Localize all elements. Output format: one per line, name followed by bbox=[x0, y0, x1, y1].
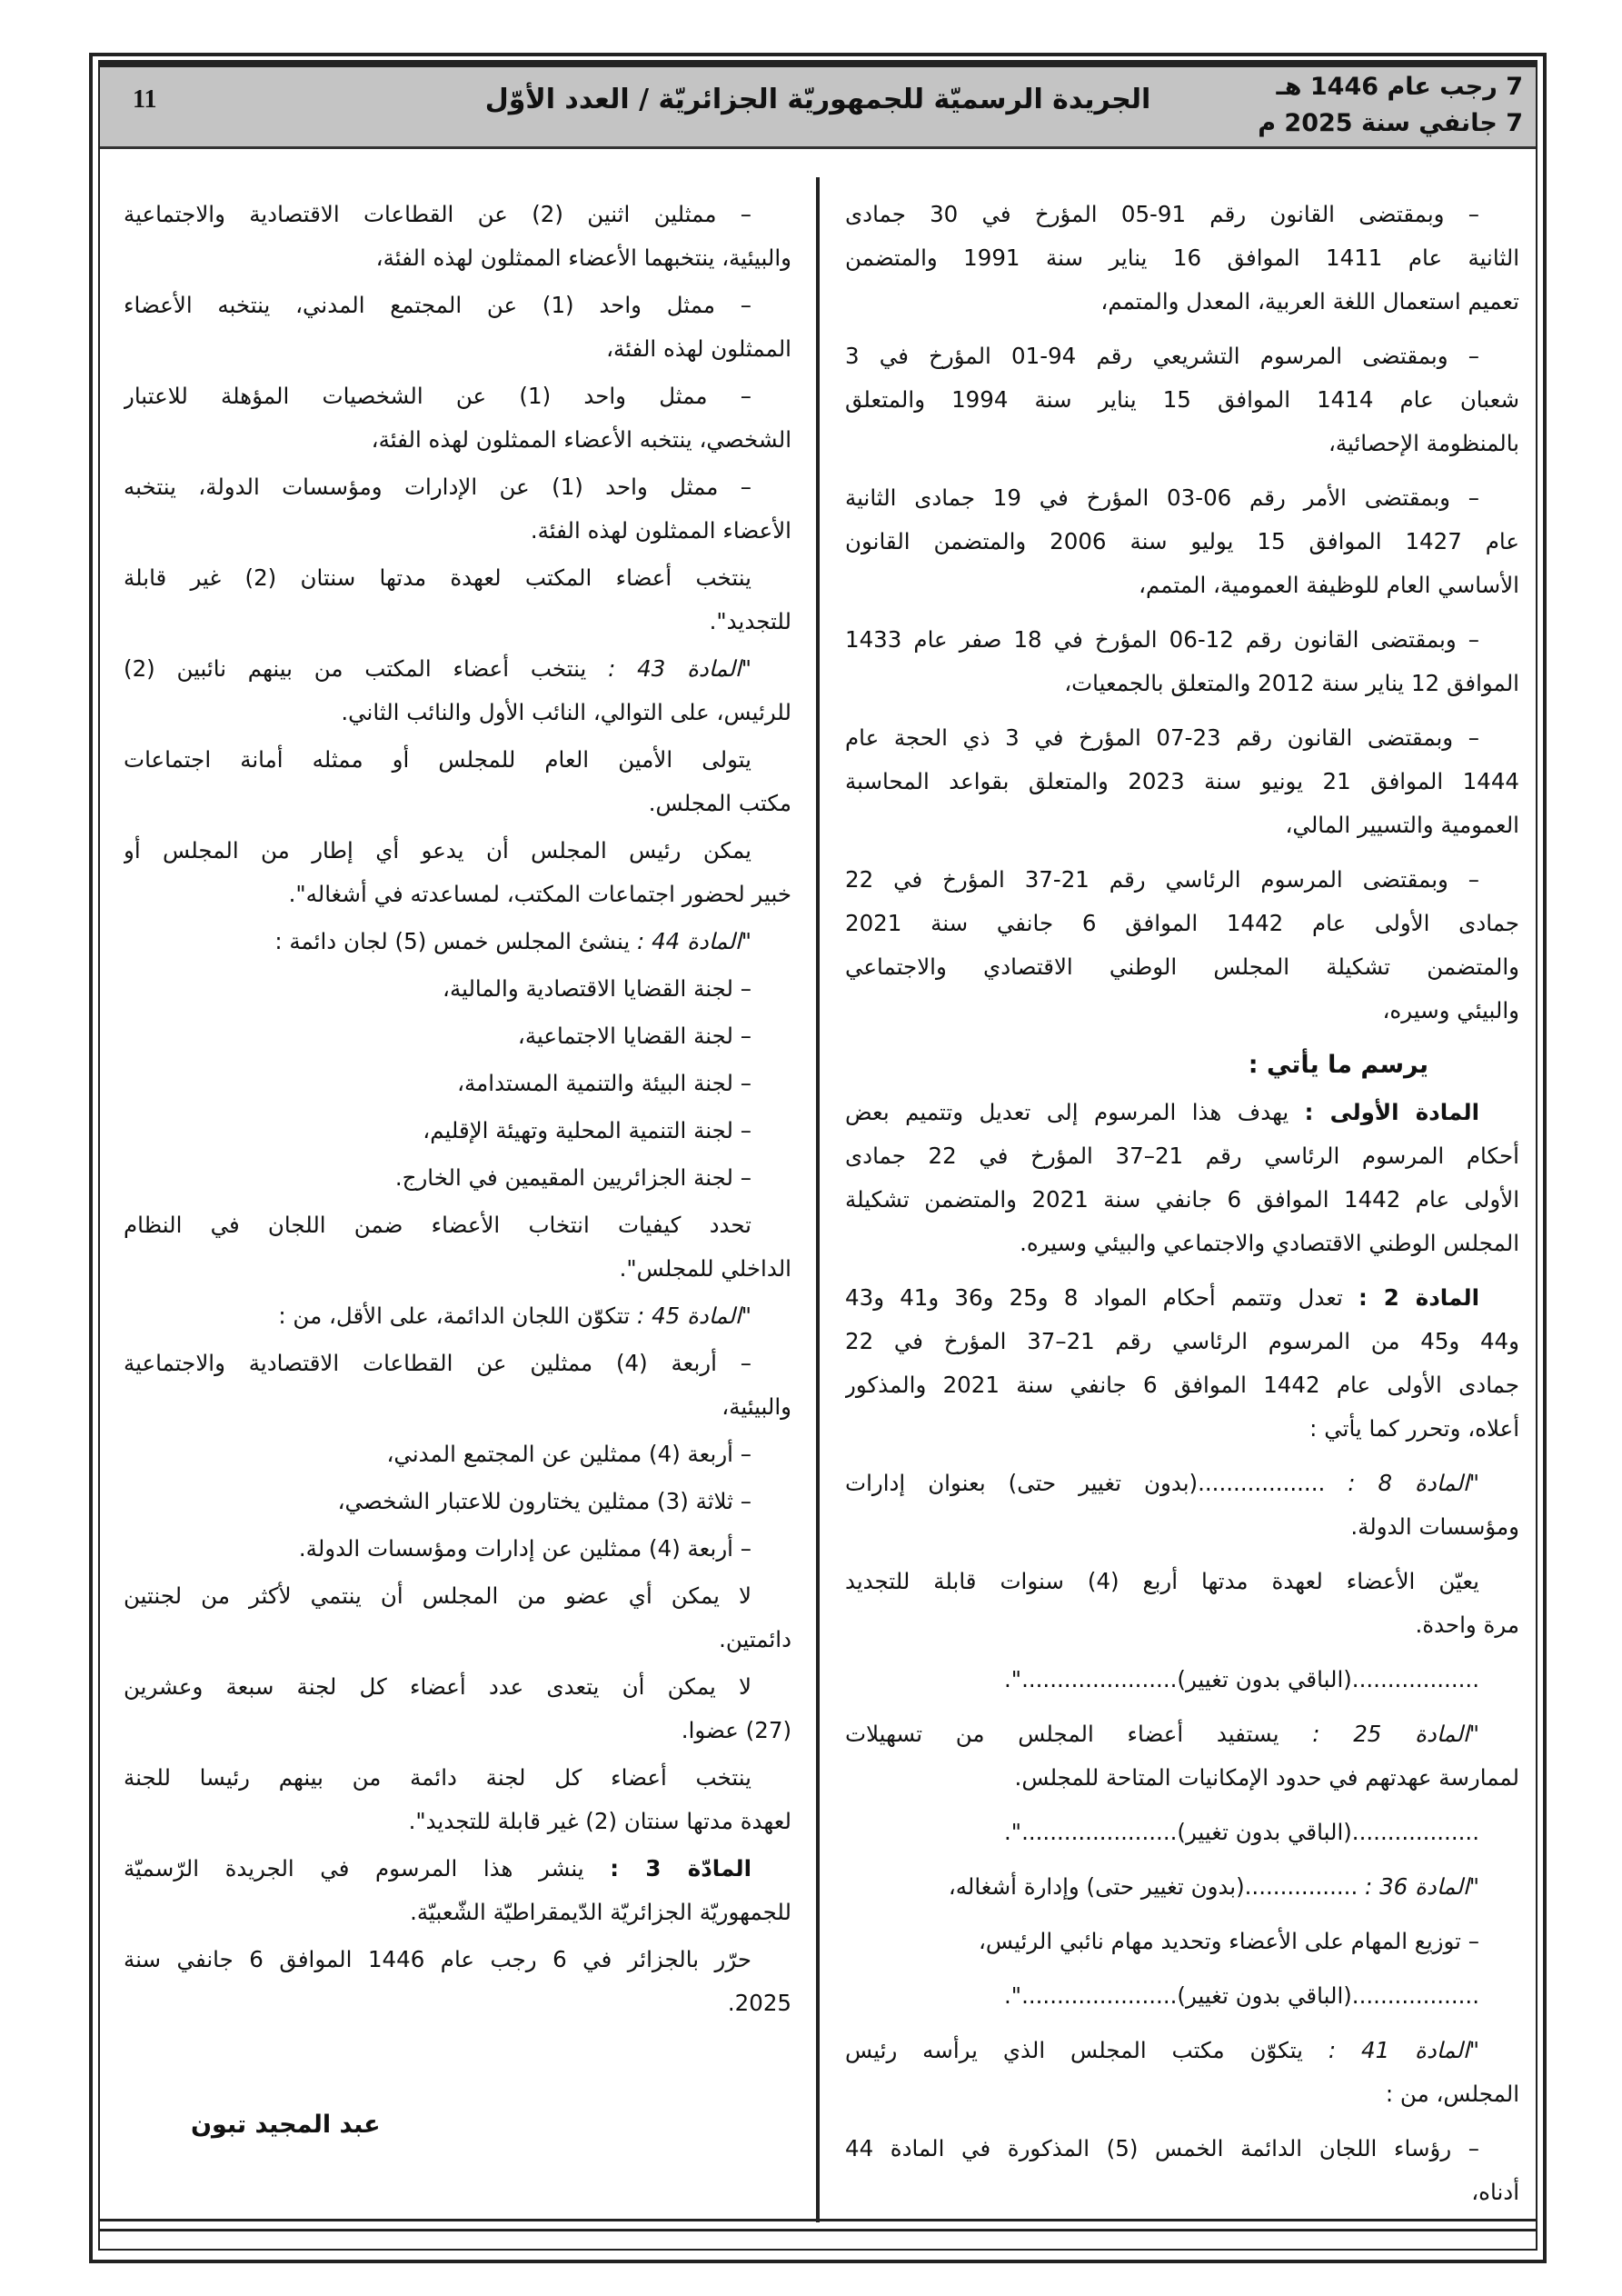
line-text: (27) عضوا. bbox=[681, 1717, 791, 1743]
paragraph bbox=[845, 858, 1519, 1033]
text-line bbox=[124, 374, 791, 418]
text-line bbox=[845, 2171, 1519, 2214]
line-text: العمومية والتسيير المالي، bbox=[1285, 812, 1519, 838]
article-label: "المادة 41 : bbox=[1328, 2037, 1479, 2063]
article-paragraph bbox=[124, 1294, 791, 1338]
text-line bbox=[845, 945, 1519, 989]
text-line bbox=[124, 509, 791, 553]
line-text: للرئيس، على التوالي، النائب الأول والنائب الثاني. bbox=[341, 699, 791, 725]
line-text: الداخلي للمجلس". bbox=[619, 1255, 791, 1282]
line-text: والبيئي وسيره، bbox=[1382, 997, 1519, 1023]
line-text: تعدل وتتمم أحكام المواد 8 و25 و36 و41 و43 bbox=[845, 1284, 1343, 1311]
text-line bbox=[845, 1276, 1519, 1320]
paragraph bbox=[845, 1658, 1519, 1702]
text-line bbox=[124, 556, 791, 600]
line-text: ..................(الباقي بدون تغيير)......................". bbox=[1004, 1666, 1479, 1692]
paragraph bbox=[845, 1974, 1519, 2018]
paragraph bbox=[124, 1433, 791, 1476]
paragraph bbox=[845, 1920, 1519, 1963]
line-text: ومؤسسات الدولة. bbox=[1350, 1513, 1519, 1540]
line-text: – وبمقتضى القانون رقم 91-05 المؤرخ في 30 جمادى bbox=[845, 201, 1479, 227]
line-text: تحدد كيفيات انتخاب الأعضاء ضمن اللجان في النظام bbox=[124, 1212, 751, 1238]
line-text: – لجنة الجزائريين المقيمين في الخارج. bbox=[394, 1164, 751, 1191]
text-line bbox=[124, 236, 791, 280]
line-text: ينتخب أعضاء المكتب لعهدة مدتها سنتان (2) غير قابلة bbox=[124, 564, 751, 591]
paragraph bbox=[845, 1560, 1519, 1647]
text-line bbox=[845, 1134, 1519, 1178]
line-text: – وبمقتضى المرسوم الرئاسي رقم 21-37 المؤرخ في 22 bbox=[845, 866, 1479, 893]
line-text: جمادى الأولى عام 1442 الموافق 6 جانفي سنة 2021 والمذكور bbox=[845, 1372, 1519, 1398]
line-text: والبيئية، ينتخبهما الأعضاء الممثلون لهذه الفئة، bbox=[375, 245, 791, 271]
text-line bbox=[845, 716, 1519, 760]
text-line bbox=[124, 1800, 791, 1843]
text-line bbox=[845, 1974, 1519, 2018]
text-line bbox=[124, 1982, 791, 2025]
paragraph bbox=[124, 1014, 791, 1058]
text-line bbox=[845, 1756, 1519, 1800]
text-line bbox=[124, 1014, 791, 1058]
line-text: – لجنة القضايا الاجتماعية، bbox=[517, 1023, 751, 1049]
text-line bbox=[124, 1847, 791, 1891]
text-line bbox=[124, 1618, 791, 1662]
paragraph bbox=[124, 284, 791, 371]
text-line bbox=[845, 989, 1519, 1033]
text-line bbox=[124, 647, 791, 691]
line-text: – أربعة (4) ممثلين عن القطاعات الاقتصادية والاجتماعية bbox=[124, 1350, 751, 1376]
column-divider bbox=[816, 177, 820, 2222]
section-heading: يرسم ما يأتي : bbox=[1248, 1051, 1428, 1079]
line-text: ................(بدون تغيير حتى) وإدارة أشغاله، bbox=[948, 1873, 1358, 1900]
article-label: المادة الأولى : bbox=[1304, 1099, 1479, 1125]
line-text: – لجنة البيئة والتنمية المستدامة، bbox=[457, 1070, 751, 1096]
line-text: – أربعة (4) ممثلين عن المجتمع المدني، bbox=[386, 1441, 751, 1467]
line-text: أعلاه، وتحرر كما يأتي : bbox=[1309, 1415, 1519, 1442]
line-text: مكتب المجلس. bbox=[648, 790, 791, 816]
line-text: الأعضاء الممثلون لهذه الفئة. bbox=[530, 517, 791, 544]
text-line bbox=[124, 1709, 791, 1752]
line-text: يستفيد أعضاء المجلس من تسهيلات bbox=[845, 1721, 1279, 1747]
text-line bbox=[845, 236, 1519, 280]
text-line bbox=[124, 1756, 791, 1800]
article-paragraph bbox=[124, 647, 791, 734]
paragraph bbox=[845, 1811, 1519, 1854]
paragraph bbox=[124, 1756, 791, 1843]
paragraph bbox=[124, 1938, 791, 2025]
text-line bbox=[124, 193, 791, 236]
text-line bbox=[845, 858, 1519, 902]
line-text: لا يمكن أن يتعدى عدد أعضاء كل لجنة سبعة وعشرين bbox=[124, 1673, 751, 1700]
paragraph bbox=[124, 1203, 791, 1291]
line-text: ينشئ المجلس خمس (5) لجان دائمة : bbox=[274, 928, 631, 954]
line-text: دائمتين. bbox=[719, 1626, 791, 1652]
text-line bbox=[124, 1342, 791, 1385]
text-line bbox=[124, 1294, 791, 1338]
line-text: – وبمقتضى القانون رقم 12-06 المؤرخ في 18 صفر عام 1433 bbox=[845, 626, 1479, 653]
paragraph bbox=[845, 193, 1519, 324]
text-line bbox=[124, 782, 791, 825]
text-line bbox=[845, 564, 1519, 607]
text-line bbox=[124, 284, 791, 327]
bottom-rule bbox=[98, 2229, 1537, 2231]
line-text: – ممثل واحد (1) عن الشخصيات المؤهلة للاعتبار bbox=[124, 383, 751, 409]
line-text: يتولى الأمين العام للمجلس أو ممثله أمانة اجتماعات bbox=[124, 746, 751, 773]
text-line bbox=[124, 327, 791, 371]
text-line bbox=[845, 1658, 1519, 1702]
text-line bbox=[845, 2029, 1519, 2072]
text-line bbox=[845, 1712, 1519, 1756]
text-line bbox=[124, 1156, 791, 1200]
article-paragraph bbox=[845, 1865, 1519, 1909]
line-text: – لجنة التنمية المحلية وتهيئة الإقليم، bbox=[423, 1117, 751, 1143]
text-line bbox=[124, 1109, 791, 1153]
paragraph bbox=[124, 1527, 791, 1571]
paragraph bbox=[124, 829, 791, 916]
paragraph bbox=[845, 716, 1519, 847]
article-label: "المادة 44 : bbox=[637, 928, 751, 954]
line-text: ينشر هذا المرسوم في الجريدة الرّسميّة bbox=[124, 1855, 584, 1882]
line-text: للتجديد". bbox=[709, 608, 791, 634]
line-text: جمادى الأولى عام 1442 الموافق 6 جانفي سنة 2021 bbox=[845, 910, 1519, 936]
line-text: لا يمكن أي عضو من المجلس أن ينتمي لأكثر من لجنتين bbox=[124, 1582, 751, 1609]
line-text: ..................(الباقي بدون تغيير)......................". bbox=[1004, 1982, 1479, 2009]
text-line bbox=[124, 920, 791, 963]
text-line bbox=[845, 804, 1519, 847]
line-text: الثانية عام 1411 الموافق 16 يناير سنة 1991 والمتضمن bbox=[845, 245, 1519, 271]
article-label: "المادة 36 : bbox=[1365, 1873, 1479, 1900]
line-text: – وبمقتضى المرسوم التشريعي رقم 94-01 المؤرخ في 3 bbox=[845, 343, 1479, 369]
text-line bbox=[845, 760, 1519, 804]
line-text: تعميم استعمال اللغة العربية، المعدل والمتمم، bbox=[1100, 288, 1519, 314]
text-line bbox=[845, 378, 1519, 422]
page-header bbox=[100, 62, 1536, 149]
line-text: ..................(بدون تغيير حتى) بعنوان إدارات bbox=[845, 1470, 1326, 1496]
gazette-title: الجريدة الرسميّة للجمهوريّة الجزائريّة / العدد الأوّل bbox=[484, 84, 1151, 115]
line-text: والمتضمن تشكيلة المجلس الوطني الاقتصادي والاجتماعي bbox=[845, 953, 1519, 980]
article-label: "المادة 25 : bbox=[1312, 1721, 1479, 1747]
text-line bbox=[124, 1574, 791, 1618]
text-line bbox=[845, 1363, 1519, 1407]
line-text: لممارسة عهدتهم في حدود الإمكانيات المتاحة للمجلس. bbox=[1014, 1764, 1519, 1791]
text-line bbox=[845, 2072, 1519, 2116]
signature: عبد المجيد تبون bbox=[191, 2111, 381, 2139]
line-text: والبيئية، bbox=[721, 1393, 791, 1420]
paragraph bbox=[845, 476, 1519, 607]
article-label: المادّة 3 : bbox=[610, 1855, 752, 1882]
text-line bbox=[124, 1062, 791, 1105]
line-text: – رؤساء اللجان الدائمة الخمس (5) المذكورة في المادة 44 bbox=[845, 2135, 1479, 2161]
line-text: – وبمقتضى الأمر رقم 06-03 المؤرخ في 19 جمادى الثانية bbox=[845, 484, 1479, 511]
line-text: – لجنة القضايا الاقتصادية والمالية، bbox=[443, 975, 751, 1002]
line-text: المجلس الوطني الاقتصادي والاجتماعي والبيئي وسيره. bbox=[1020, 1230, 1519, 1256]
line-text: يعيّن الأعضاء لعهدة مدتها أربع (4) سنوات قابلة للتجديد bbox=[845, 1568, 1479, 1594]
line-text: – ثلاثة (3) ممثلين يختارون للاعتبار الشخصي، bbox=[337, 1488, 751, 1514]
paragraph bbox=[124, 1156, 791, 1200]
line-text: – ممثل واحد (1) عن الإدارات ومؤسسات الدولة، ينتخبه bbox=[124, 474, 751, 500]
text-line bbox=[845, 520, 1519, 564]
line-text: بالمنظومة الإحصائية، bbox=[1328, 430, 1519, 456]
line-text: – توزيع المهام على الأعضاء وتحديد مهام نائبي الرئيس، bbox=[979, 1928, 1479, 1954]
text-line bbox=[124, 829, 791, 873]
text-line bbox=[845, 1320, 1519, 1363]
text-line bbox=[124, 1247, 791, 1291]
line-text: ينتخب أعضاء المكتب من بينهم نائبين (2) bbox=[124, 655, 587, 682]
paragraph bbox=[124, 1574, 791, 1662]
line-text: يهدف هذا المرسوم إلى تعديل وتتميم بعض bbox=[845, 1099, 1289, 1125]
text-line bbox=[845, 1560, 1519, 1603]
issue-date-hijri: 7 رجب عام 1446 هـ bbox=[1276, 73, 1523, 101]
text-line bbox=[845, 422, 1519, 465]
line-text: – ممثلين اثنين (2) عن القطاعات الاقتصادية والاجتماعية bbox=[124, 201, 751, 227]
text-line bbox=[845, 1603, 1519, 1647]
line-text: الأولى عام 1442 الموافق 6 جانفي سنة 2021 والمتضمن تشكيلة bbox=[845, 1186, 1519, 1213]
text-line bbox=[124, 465, 791, 509]
line-text: مرة واحدة. bbox=[1415, 1612, 1519, 1638]
paragraph bbox=[124, 556, 791, 644]
paragraph bbox=[124, 465, 791, 553]
article-paragraph bbox=[124, 1847, 791, 1934]
text-line bbox=[124, 691, 791, 734]
right-column bbox=[845, 193, 1519, 2225]
paragraph bbox=[124, 1062, 791, 1105]
text-line bbox=[845, 1091, 1519, 1134]
paragraph bbox=[124, 967, 791, 1011]
line-text: أحكام المرسوم الرئاسي رقم 21–37 المؤرخ في 22 جمادى bbox=[845, 1143, 1519, 1169]
line-text: الشخصي، ينتخبه الأعضاء الممثلون لهذه الفئة، bbox=[371, 426, 791, 453]
paragraph bbox=[124, 374, 791, 462]
text-line bbox=[124, 600, 791, 644]
text-line bbox=[124, 1938, 791, 1982]
article-paragraph bbox=[845, 2029, 1519, 2116]
line-text: خبير لحضور اجتماعات المكتب، لمساعدته في أشغاله". bbox=[288, 881, 791, 907]
line-text: لعهدة مدتها سنتان (2) غير قابلة للتجديد". bbox=[408, 1808, 791, 1834]
article-paragraph bbox=[845, 1276, 1519, 1451]
line-text: و44 و45 من المرسوم الرئاسي رقم 21–37 المؤرخ في 22 bbox=[845, 1328, 1519, 1354]
article-paragraph bbox=[124, 920, 791, 963]
text-line bbox=[845, 193, 1519, 236]
issue-date bbox=[1258, 69, 1523, 142]
text-line bbox=[845, 1462, 1519, 1505]
paragraph bbox=[124, 1480, 791, 1523]
text-line bbox=[845, 1920, 1519, 1963]
text-line bbox=[124, 967, 791, 1011]
text-line bbox=[845, 476, 1519, 520]
paragraph bbox=[845, 618, 1519, 705]
text-line bbox=[845, 1222, 1519, 1265]
line-text: 1444 الموافق 21 يونيو سنة 2023 والمتعلق بقواعد المحاسبة bbox=[845, 768, 1519, 794]
article-paragraph bbox=[845, 1712, 1519, 1800]
article-paragraph bbox=[845, 1091, 1519, 1265]
article-label: "المادة 45 : bbox=[637, 1303, 751, 1329]
text-line bbox=[124, 1433, 791, 1476]
line-text: يمكن رئيس المجلس أن يدعو أي إطار من المجلس أو bbox=[124, 837, 751, 863]
left-column bbox=[124, 193, 791, 2029]
text-line bbox=[124, 1665, 791, 1709]
paragraph bbox=[845, 334, 1519, 465]
line-text: تتكوّن اللجان الدائمة، على الأقل، من : bbox=[278, 1303, 631, 1329]
text-line bbox=[124, 1203, 791, 1247]
text-line bbox=[124, 1527, 791, 1571]
text-line bbox=[845, 2127, 1519, 2171]
issue-date-gregorian: 7 جانفي سنة 2025 م bbox=[1258, 109, 1523, 137]
text-line bbox=[845, 662, 1519, 705]
text-line bbox=[124, 1385, 791, 1429]
text-line bbox=[124, 1480, 791, 1523]
paragraph bbox=[845, 2127, 1519, 2214]
line-text: أدناه، bbox=[1471, 2179, 1519, 2205]
line-text: يتكوّن مكتب المجلس الذي يرأسه رئيس bbox=[845, 2037, 1303, 2063]
line-text: ينتخب أعضاء كل لجنة دائمة من بينهم رئيسا للجنة bbox=[124, 1764, 751, 1791]
line-text: شعبان عام 1414 الموافق 15 يناير سنة 1994 والمتعلق bbox=[845, 386, 1519, 413]
line-text: – ممثل واحد (1) عن المجتمع المدني، ينتخبه الأعضاء bbox=[124, 292, 751, 318]
article-label: "المادة 8 : bbox=[1348, 1470, 1479, 1496]
paragraph bbox=[124, 738, 791, 825]
line-text: للجمهوريّة الجزائريّة الدّيمقراطيّة الشّعبيّة. bbox=[410, 1899, 791, 1925]
paragraph bbox=[124, 1109, 791, 1153]
text-line bbox=[124, 873, 791, 916]
text-line bbox=[845, 1407, 1519, 1451]
text-line bbox=[845, 1505, 1519, 1549]
text-line bbox=[124, 738, 791, 782]
line-text: – أربعة (4) ممثلين عن إدارات ومؤسسات الدولة. bbox=[298, 1535, 751, 1562]
article-label: المادة 2 : bbox=[1358, 1284, 1480, 1311]
text-line bbox=[845, 1865, 1519, 1909]
line-text: 2025. bbox=[727, 1990, 791, 2016]
text-line bbox=[845, 902, 1519, 945]
text-line bbox=[124, 1891, 791, 1934]
text-line bbox=[845, 334, 1519, 378]
line-text: الممثلون لهذه الفئة، bbox=[606, 335, 791, 362]
page-number: 11 bbox=[133, 85, 157, 114]
text-line bbox=[845, 280, 1519, 324]
article-paragraph bbox=[845, 1462, 1519, 1549]
paragraph bbox=[124, 1665, 791, 1752]
line-text: المجلس، من : bbox=[1385, 2081, 1519, 2107]
article-label: "المادة 43 : bbox=[608, 655, 751, 682]
line-text: الأساسي العام للوظيفة العمومية، المتمم، bbox=[1139, 572, 1519, 598]
line-text: حرّر بالجزائر في 6 رجب عام 1446 الموافق 6 جانفي سنة bbox=[124, 1946, 752, 1972]
line-text: الموافق 12 يناير سنة 2012 والمتعلق بالجمعيات، bbox=[1064, 670, 1519, 696]
paragraph bbox=[124, 1342, 791, 1429]
text-line bbox=[845, 618, 1519, 662]
text-line bbox=[845, 1811, 1519, 1854]
line-text: – وبمقتضى القانون رقم 23-07 المؤرخ في 3 ذي الحجة عام bbox=[845, 724, 1479, 751]
line-text: عام 1427 الموافق 15 يوليو سنة 2006 والمتضمن القانون bbox=[845, 528, 1519, 554]
line-text: ..................(الباقي بدون تغيير)......................". bbox=[1004, 1819, 1479, 1845]
text-line bbox=[124, 418, 791, 462]
paragraph bbox=[124, 193, 791, 280]
text-line bbox=[845, 1178, 1519, 1222]
